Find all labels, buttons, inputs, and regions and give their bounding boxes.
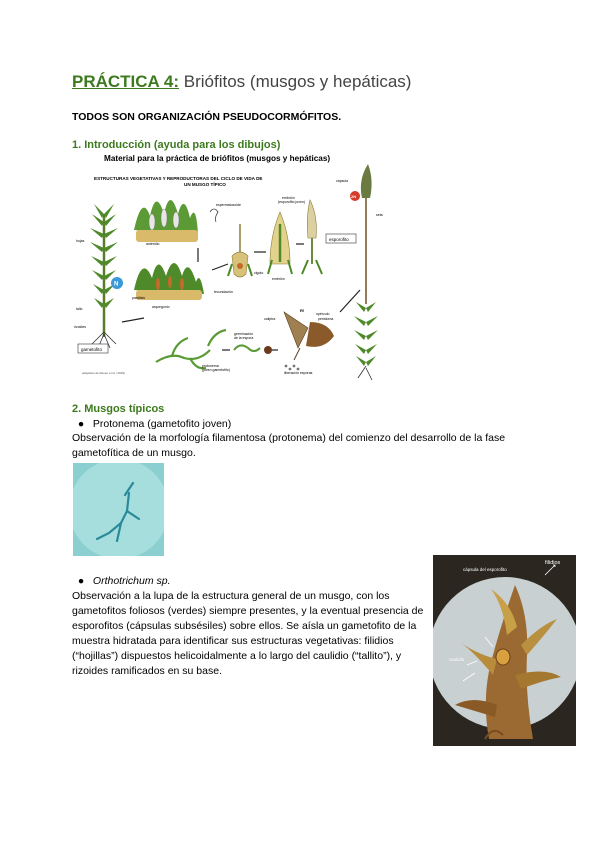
label-cigoto: cigoto [254,271,264,275]
label-peristoma: peristoma [318,317,334,321]
photo-label-caulidio: caulidio [449,657,465,662]
protonema-description: Observación de la morfología filamentosa (protonema) del comienzo del desarrollo de la fase gametofítica de un musgo. [72,432,506,459]
photo-label-capsula: cápsula del esporofito [463,567,507,572]
label-espermatozoide: espermatozoide [216,203,241,207]
orthotrichum-description: Observación a la lupa de la estructura general de un musgo, con los gametofitos foliosos (verdes) siempre presentes, y la eventual presencia de esporofitos (cápsulas subsésiles) sobre ellos. Se aísla un gametofito de la muestra hidratada para identificar sus estructuras vegetativas: filidios (“hojillas”) dispuestos helicoidalmente a lo largo del caulidio (“tallito”), y rizoides ramificados en su base. [72,590,424,677]
label-fecundacion: fecundación [214,290,233,294]
label-embrion: embrión [282,196,295,200]
embryo [268,212,292,274]
figure-credit: adaptado de Raven et al. (1994) [82,371,126,375]
bullet-dot: ● [77,418,85,430]
label-anteridio: anteridio [146,242,160,246]
bullet-protonema-label: Protonema (gametofito joven) [92,418,232,430]
moss-life-cycle-figure [72,152,390,382]
bullet-orthotrichum [72,575,412,587]
protonema-drawing [156,330,226,368]
bullet-dot: ● [77,575,85,587]
label-seta: seta [376,213,383,217]
label-gametofito: gametofito [81,347,103,352]
figure-subtitle-line1: ESTRUCTURAS VEGETATIVAS Y REPRODUCTORAS DEL CICLO DE VIDA DE [94,176,263,181]
practice-topic: Briófitos (musgos y hepáticas) [179,72,412,91]
label-rizoides: rizoides [74,325,87,329]
section-1-heading: 1. Introducción (ayuda para los dibujos) [72,139,281,151]
archegonial-head [134,263,204,300]
label-capsula: cápsula [336,179,349,183]
label-embrion-bottom: embrión [272,277,285,281]
label-protonema: protonema [202,364,219,368]
page-title [72,72,411,92]
bullet-protonema [72,418,532,430]
section-2-heading: 2. Musgos típicos [72,403,165,415]
label-embrion-sub: (esporofito joven) [278,200,306,204]
antheridial-head [134,200,198,242]
zygote-archegonium [228,224,252,277]
label-liberacion: liberación esporas [284,371,313,375]
label-r: R! [300,308,305,313]
practice-number: PRÁCTICA 4: [72,72,180,91]
young-sporophyte [302,200,322,274]
bullet-orthotrichum-label: Orthotrichum sp. [92,575,171,587]
label-esporofito-box: esporofito [329,237,349,242]
spore [264,346,272,354]
label-parafisis: paráfisis [132,296,146,300]
figure-title: Material para la práctica de briófitos (musgos y hepáticas) [104,154,331,163]
orthotrichum-photo [433,555,576,746]
label-tallo: tallo [76,307,83,311]
label-hojas: hojas [76,239,85,243]
label-operculo: opérculo [316,312,330,316]
label-germinacion-sub: de la espora [234,336,254,340]
label-caliptra: caliptra [264,317,276,321]
label-germinacion: germinación [234,332,254,336]
protonema-micrograph [73,463,164,556]
label-arquegonio: arquegonio [152,305,170,309]
ploidy-n-badge: N [114,281,119,288]
ploidy-2n-badge: 2N [351,194,357,199]
gametophyte-plant-left [90,204,118,348]
photo-label-filidios: filidios [545,560,561,566]
figure-subtitle-line2: UN MUSGO TÍPICO [184,182,226,187]
organization-statement: TODOS SON ORGANIZACIÓN PSEUDOCORMÓFITOS. [72,111,342,123]
label-protonema-sub: (joven gametofito) [202,368,231,372]
